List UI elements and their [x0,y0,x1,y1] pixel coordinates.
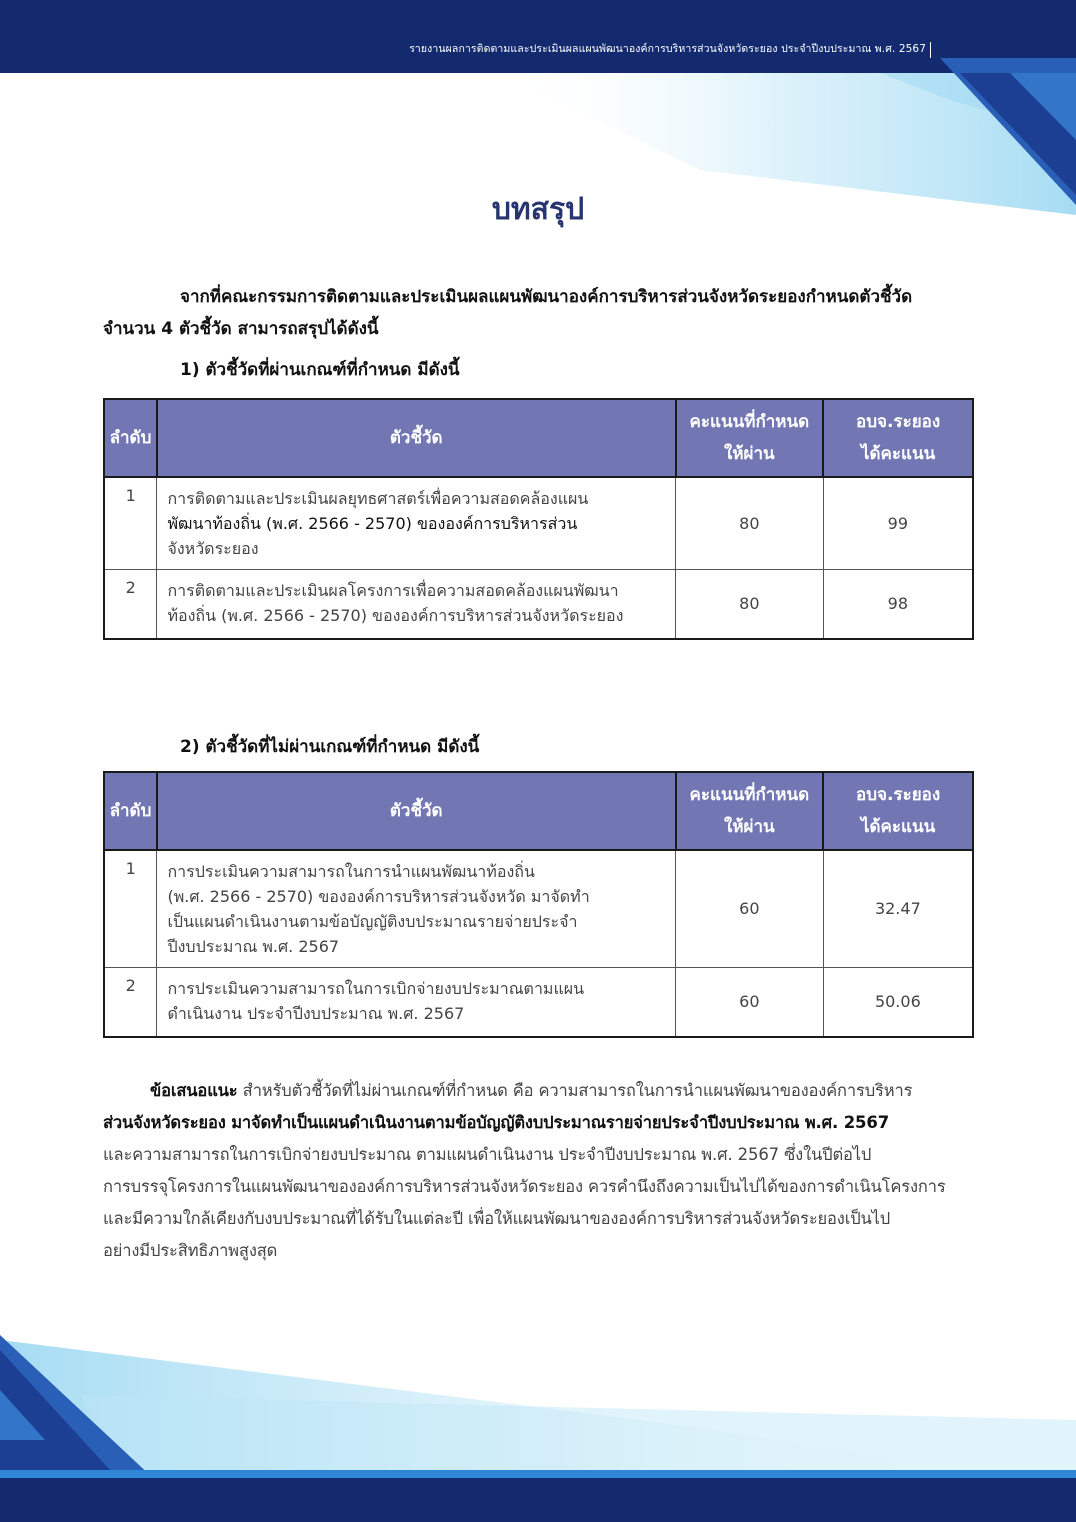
section-2-heading: 2) ตัวชี้วัดที่ไม่ผ่านเกณฑ์ที่กำหนด มีดังนี้ [180,737,480,757]
table-header-row [104,772,973,850]
recommendation-line-5: และมีความใกล้เคียงกับงบประมาณที่ได้รับในแต่ละปี เพื่อให้แผนพัฒนาขององค์การบริหารส่วนจังหวัดระยองเป็นไป [103,1209,891,1228]
row-score: 32.47 [823,850,973,967]
row-order: 2 [104,569,157,639]
row-indicator [157,569,676,639]
running-title: รายงานผลการติดตามและประเมินผลแผนพัฒนาองค์การบริหารส่วนจังหวัดระยอง ประจำปีงบประมาณ พ.ศ. 2567 [409,43,926,55]
intro-paragraph [103,281,973,345]
row-threshold: 80 [676,477,824,569]
header-score [823,772,973,850]
header-indicator: ตัวชี้วัด [157,772,676,850]
failed-indicators-table [103,771,974,1038]
indicator-line: ปีงบประมาณ พ.ศ. 2567 [167,937,340,956]
indicator-line: การติดตามและประเมินผลโครงการเพื่อความสอดคล้องแผนพัฒนา [167,580,619,600]
indicator-line: ท้องถิ่น (พ.ศ. 2566 - 2570) ขององค์การบริหารส่วนจังหวัดระยอง [167,605,624,625]
row-indicator [157,850,676,967]
intro-line-1: จากที่คณะกรรมการติดตามและประเมินผลแผนพัฒนาองค์การบริหารส่วนจังหวัดระยองกำหนดตัวชี้วัด [180,287,913,307]
indicator-line: จังหวัดระยอง [167,539,259,558]
row-order: 1 [104,477,157,569]
recommendation-line-1 [103,1075,973,1107]
bottom-streak-2 [80,1395,1076,1470]
footer-band [0,1478,1076,1522]
header-order: ลำดับ [104,399,157,477]
header-threshold [676,399,824,477]
recommendation-line-3: และความสามารถในการเบิกจ่ายงบประมาณ ตามแผนดำเนินงาน ประจำปีงบประมาณ พ.ศ. 2567 ซึ่งในปีต่อไป [103,1145,872,1164]
header-score [823,399,973,477]
passed-indicators-table [103,398,974,640]
header-threshold-line-1: คะแนนที่กำหนด [689,785,810,805]
header-score-line-1: อบจ.ระยอง [856,412,941,432]
recommendation-paragraph [103,1075,973,1267]
row-score: 98 [823,569,973,639]
indicator-line: การประเมินความสามารถในการนำแผนพัฒนาท้องถิ่น [167,862,535,881]
indicator-line: เป็นแผนดำเนินงานตามข้อบัญญัติงบประมาณรายจ่ายประจำ [167,912,578,931]
row-score: 99 [823,477,973,569]
header-score-line-1: อบจ.ระยอง [856,785,941,805]
table-row [104,850,973,967]
row-threshold: 60 [676,850,824,967]
header-score-line-2: ได้คะแนน [860,444,936,464]
recommendation-line-1-text: สำหรับตัวชี้วัดที่ไม่ผ่านเกณฑ์ที่กำหนด คือ ความสามารถในการนำแผนพัฒนาขององค์การบริหาร [242,1081,913,1100]
intro-line-2: จำนวน 4 ตัวชี้วัด สามารถสรุปได้ดังนี้ [103,319,379,339]
indicator-line: การประเมินความสามารถในการเบิกจ่ายงบประมาณตามแผน [167,978,585,998]
indicator-line: (พ.ศ. 2566 - 2570) ขององค์การบริหารส่วนจังหวัด มาจัดทำ [167,887,590,906]
recommendation-label: ข้อเสนอแนะ [150,1081,238,1100]
section-1-heading: 1) ตัวชี้วัดที่ผ่านเกณฑ์ที่กำหนด มีดังนี้ [180,360,460,380]
row-threshold: 80 [676,569,824,639]
row-order: 1 [104,850,157,967]
header-order: ลำดับ [104,772,157,850]
indicator-line: พัฒนาท้องถิ่น (พ.ศ. 2566 - 2570) ขององค์การบริหารส่วน [167,514,578,533]
header-threshold [676,772,824,850]
page-title: บทสรุป [491,192,585,227]
table-row [104,569,973,639]
recommendation-line-4: การบรรจุโครงการในแผนพัฒนาขององค์การบริหารส่วนจังหวัดระยอง ควรคำนึงถึงความเป็นไปได้ของการดำเนินโครงการ [103,1177,946,1196]
table-row [104,967,973,1037]
row-order: 2 [104,967,157,1037]
indicator-line: ดำเนินงาน ประจำปีงบประมาณ พ.ศ. 2567 [167,1003,465,1023]
table-header-row [104,399,973,477]
row-indicator [157,477,676,569]
indicator-line: การติดตามและประเมินผลยุทธศาสตร์เพื่อความสอดคล้องแผน [167,489,589,508]
header-threshold-line-2: ให้ผ่าน [724,444,775,464]
header-indicator: ตัวชี้วัด [157,399,676,477]
footer-accent-line [0,1470,1076,1478]
row-indicator [157,967,676,1037]
header-threshold-line-2: ให้ผ่าน [724,817,775,837]
recommendation-line-6: อย่างมีประสิทธิภาพสูงสุด [103,1241,278,1260]
header-threshold-line-1: คะแนนที่กำหนด [689,412,810,432]
row-threshold: 60 [676,967,824,1037]
table-row [104,477,973,569]
row-score: 50.06 [823,967,973,1037]
header-score-line-2: ได้คะแนน [860,817,936,837]
recommendation-line-2: ส่วนจังหวัดระยอง มาจัดทำเป็นแผนดำเนินงานตามข้อบัญญัติงบประมาณรายจ่ายประจำปีงบประมาณ พ.ศ. 2567 [103,1113,890,1132]
